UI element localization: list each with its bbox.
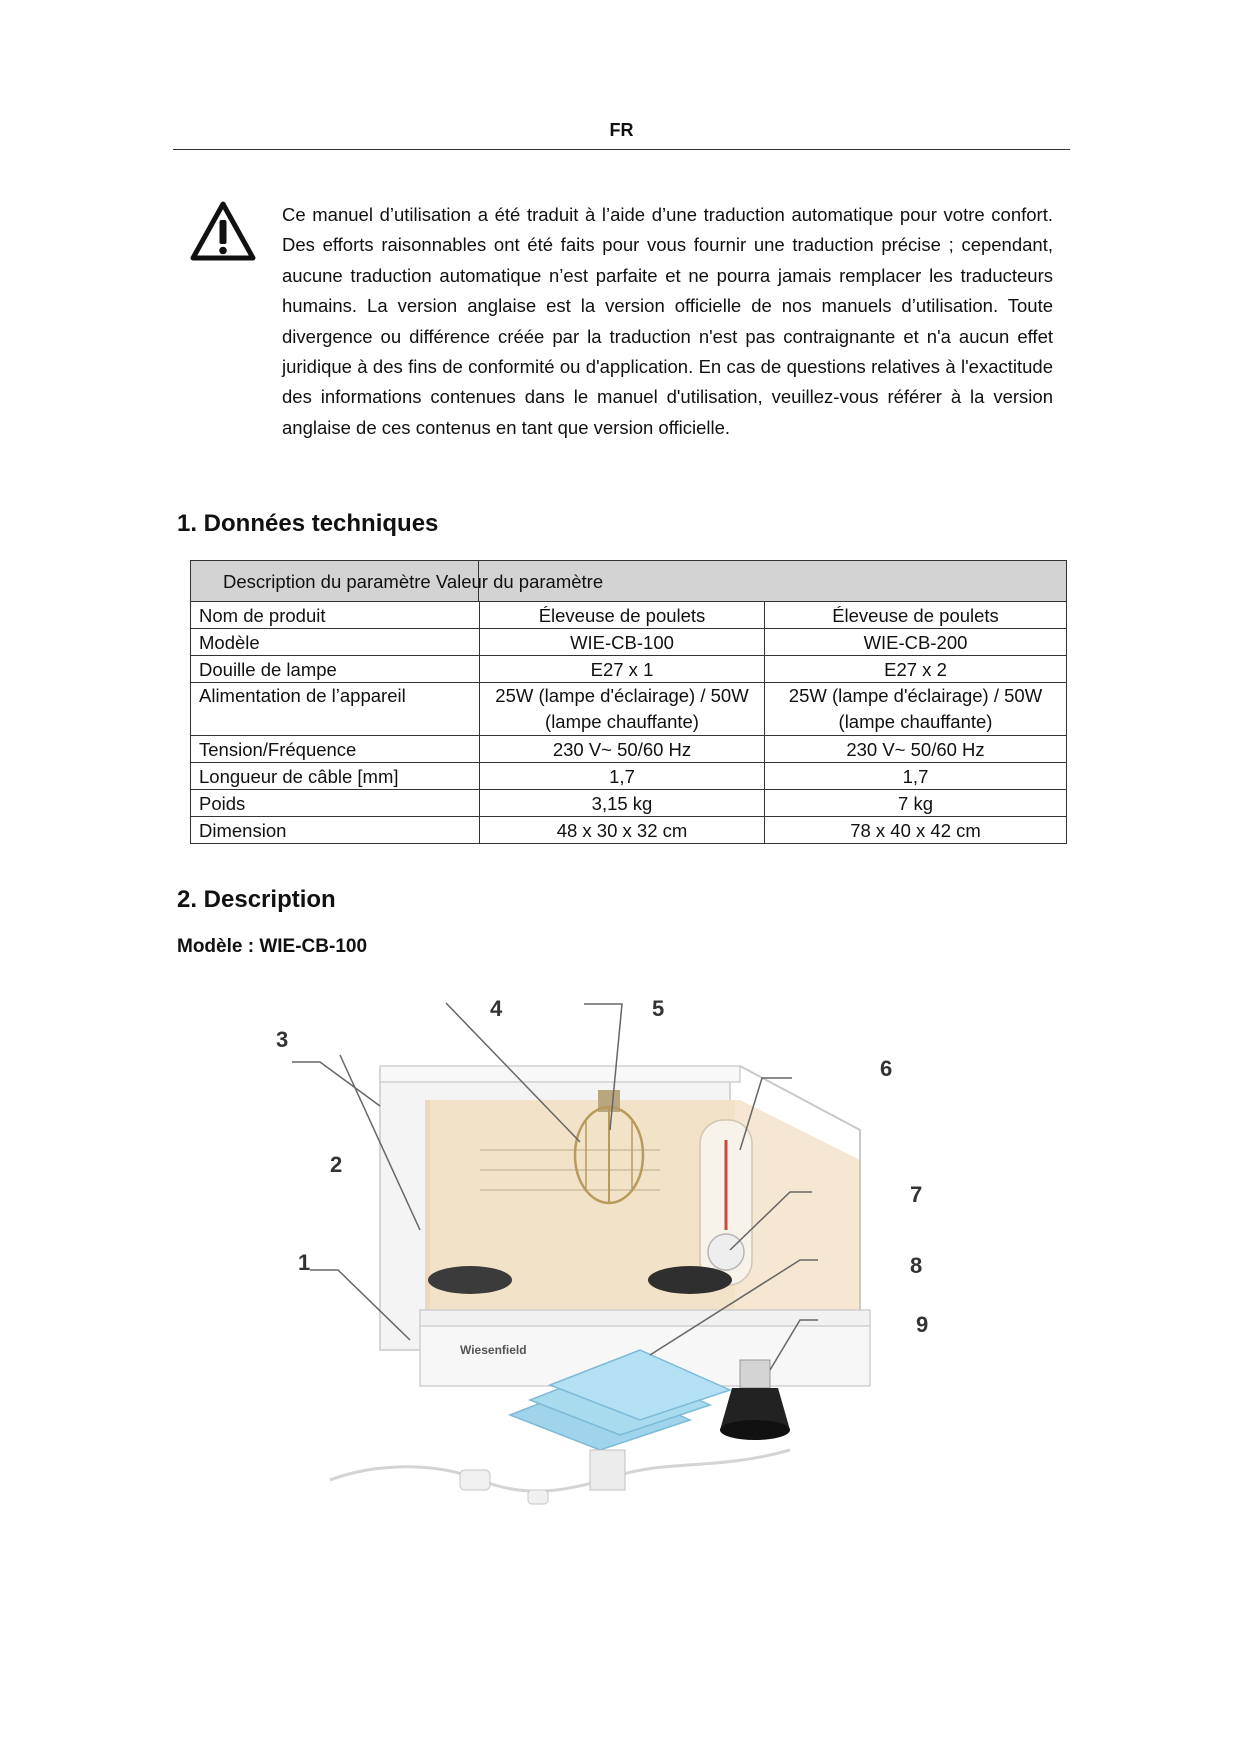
drinker	[428, 1266, 512, 1294]
table-header-text: Description du paramètre Valeur du paramètre	[223, 570, 604, 592]
page-language-header: FR	[609, 120, 634, 140]
table-row	[191, 602, 1067, 629]
table-row	[191, 790, 1067, 817]
param-name: Douille de lampe	[191, 656, 480, 683]
value-wie-cb-200: E27 x 2	[765, 656, 1067, 683]
value-wie-cb-100: 25W (lampe d'éclairage) / 50W (lampe chauffante)	[480, 683, 765, 736]
callout-1: 1	[298, 1250, 311, 1275]
table-header-row	[191, 561, 1067, 602]
power-cord	[330, 1450, 790, 1504]
value-wie-cb-100: WIE-CB-100	[480, 629, 765, 656]
value-wie-cb-200: 25W (lampe d'éclairage) / 50W (lampe chauffante)	[765, 683, 1067, 736]
value-wie-cb-100: E27 x 1	[480, 656, 765, 683]
param-name: Nom de produit	[191, 602, 480, 629]
product-diagram	[270, 980, 970, 1540]
param-name: Tension/Fréquence	[191, 736, 480, 763]
table-header-cell	[191, 561, 1067, 602]
table-row	[191, 656, 1067, 683]
callout-2: 2	[330, 1152, 343, 1177]
table-row	[191, 763, 1067, 790]
param-name: Poids	[191, 790, 480, 817]
brand-logo: Wiesenfield	[460, 1343, 527, 1357]
specifications-table	[190, 560, 1067, 844]
param-name: Dimension	[191, 817, 480, 844]
thermometer	[700, 1120, 752, 1285]
value-wie-cb-100: 230 V~ 50/60 Hz	[480, 736, 765, 763]
section-title-description: 2. Description	[177, 886, 336, 913]
value-wie-cb-100: 48 x 30 x 32 cm	[480, 817, 765, 844]
translation-notice: Ce manuel d’utilisation a été traduit à l’aide d’une traduction automatique pour votre confort. Des efforts raisonnables ont été faits pour vous fournir une traduction précise ; cependant, aucune traduction automatique n’est parfaite et ne pourra jamais remplacer les traducteurs humains. La version anglaise est la version officielle de nos manuels d’utilisation. Toute divergence ou différence créée par la traduction n'est pas contraignante et n'a aucun effet juridique à des fins de conformité ou d'application. En cas de questions relatives à l'exactitude des informations contenues dans le manuel d'utilisation, veuillez-vous référer à la version anglaise de ces contenus en tant que version officielle.	[282, 204, 1053, 438]
value-wie-cb-200: 230 V~ 50/60 Hz	[765, 736, 1067, 763]
warning-triangle-icon	[190, 200, 256, 262]
value-wie-cb-200: 7 kg	[765, 790, 1067, 817]
value-wie-cb-200: 78 x 40 x 42 cm	[765, 817, 1067, 844]
callout-9: 9	[916, 1312, 929, 1337]
table-row	[191, 629, 1067, 656]
feeder	[648, 1266, 732, 1294]
section-title-technical-data: 1. Données techniques	[177, 510, 439, 537]
model-label: Modèle : WIE-CB-100	[177, 936, 368, 957]
value-wie-cb-200: WIE-CB-200	[765, 629, 1067, 656]
value-wie-cb-100: 1,7	[480, 763, 765, 790]
callout-8: 8	[910, 1253, 923, 1278]
callout-7: 7	[910, 1182, 923, 1207]
table-row	[191, 817, 1067, 844]
header-divider	[173, 149, 1070, 150]
callout-5: 5	[652, 996, 665, 1021]
value-wie-cb-200: 1,7	[765, 763, 1067, 790]
param-name: Alimentation de l’appareil	[191, 683, 480, 736]
param-name: Modèle	[191, 629, 480, 656]
table-row	[191, 683, 1067, 736]
param-name: Longueur de câble [mm]	[191, 763, 480, 790]
header-divider-line	[478, 561, 479, 601]
value-wie-cb-100: Éleveuse de poulets	[480, 602, 765, 629]
value-wie-cb-100: 3,15 kg	[480, 790, 765, 817]
table-row	[191, 736, 1067, 763]
callout-3: 3	[276, 1027, 289, 1052]
value-wie-cb-200: Éleveuse de poulets	[765, 602, 1067, 629]
callout-6: 6	[880, 1056, 893, 1081]
callout-4: 4	[490, 996, 503, 1021]
